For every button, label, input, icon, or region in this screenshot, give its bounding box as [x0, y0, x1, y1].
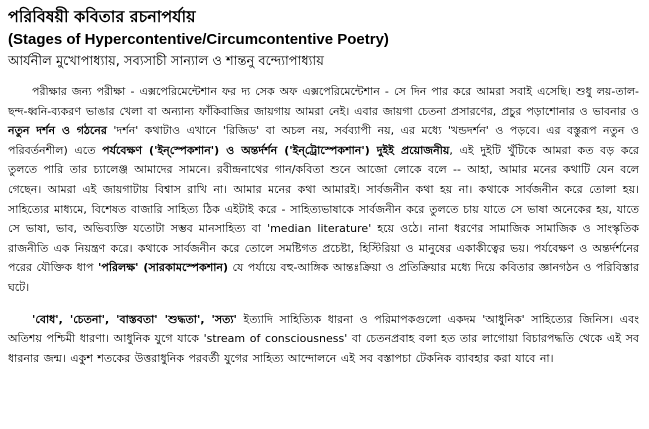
paragraph-2 — [8, 310, 639, 369]
p1-text-1: পরীক্ষার জন্য পরীক্ষা - এক্সপেরিমেন্টেশান ফর দ্য সেক অফ এক্সপেরিমেন্টেশান - সে দিন পার করে আমরা সবাই এসেছি। শুধু লয়-তাল-ছন্দ-ধ্বনি-ব্যকরণ ভাঙার খেলা বা অন্যান্য ফাঁকিবাজির জায়গায় আমরা নেই। এবার জায়গা চেতনা প্রসারণের, প্রচুর পড়াশোনার ও ভাবনার ও — [8, 85, 639, 118]
author-line: আর্যনীল মুখোপাধ্যায়, সব্যসাচী সান্যাল ও শান্তনু বন্দ্যোপাধ্যায় — [8, 54, 324, 69]
p1-text-2: 'দর্শন' কথাটাও এখানে 'রিজিড' বা অচল নয়, সর্বব্যাপী নয়, এর মধ্যে 'খন্ডদর্শন' ও পড়বে। এর বস্তুরূপ নতুন ও পরিবর্তনশীল) এতে — [8, 124, 639, 157]
p1-bold-2: পর্যবেক্ষণ ('ইন্‌স্পেকশান') ও অন্তর্দর্শন ('ইন্‌ট্রোস্পেকশান') দুইই প্রয়োজনীয় — [102, 143, 450, 157]
p2-text-1: ইত্যাদি সাহিত্যিক ধারনা ও পরিমাপকগুলো একদম 'আধুনিক' সাহিত্যের জিনিস। এবং অতিশয় পশ্চিমী ধারণা। আধুনিক যুগে যাকে — [8, 312, 640, 346]
p2-text-2: বা চেতনপ্রবাহ বলা হত তার লাগোয়া বিচারপদ্ধতি থেকে এই সব ধারনার জন্ম। একুশ শতকের উত্তরাধুনিক পরবর্তী যুগের সাহিত্য আন্দোলনে এই সব বস্তাপচা টেকনিক ব্যাবহার করা যাবে না। — [8, 332, 639, 365]
p1-text-5: যে পর্যায়ে বহু-আঙ্গিক আন্তঃক্রিয়া ও প্রতিক্রিয়ার মধ্যে দিয়ে কবিতার জ্ঞানগঠন ও পরিবিস্তার ঘটে। — [8, 261, 639, 294]
p1-latin-1: 'median literature' — [267, 222, 372, 236]
p1-text-4: হয়ে ওঠে। নানা ধরণের সামাজিক সামাজিক ও সাংস্কৃতিক রাজনীতি এক নিয়ন্ত্রণ করে। কথাকে সার্বজনীন করে তোলে সমষ্টিগত প্রচেষ্টা, হিস্টিরিয়া ও মানুষের একাকীত্বের ভয়। পর্যবেক্ষণ ও অন্তর্দর্শনের পরের যৌক্তিক ধাপ — [8, 222, 639, 275]
paragraph-1 — [8, 82, 639, 298]
p1-bold-1: নতুন দর্শন ও গঠনের — [8, 124, 107, 138]
page-title: পরিবিষয়ী কবিতার রচনাপর্যায় — [8, 7, 196, 26]
p1-bold-3: 'পরিলক্ষ' (সারকামস্পেকশান) — [98, 261, 228, 275]
p1-text-3: , এই দুইটি খুঁটিকে আমরা কত বড় করে তুলতে পারি তার চ্যালেঞ্জ আমাদের সামনে। রবীন্দ্রনাথের গান/কবিতা শুনে আজো লোকে বলে -- আহা, আমার মনের কথাটি যেন বলে গেছেন। আমরা এই জায়গাটায় বিশ্বাস রাখি না। আমার মনের কথা আমারই। সার্বজনীন কথা হয় না। কথাকে সার্বজনীন করে তোলা হয়। সাহিত্যের মাধ্যমে, বিশেষত বাজারি সাহিত্য ঠিক এইটাই করে - সাহিত্যভাষাকে সার্বজনীন করে তুলতে চায় যাতে সে ভাষা অনেকের হয়, যাতে সে ভাষা, ভাব, অভিব্যক্তি যতোটা সম্ভব মানসাহিত্য বা — [8, 143, 639, 236]
page-subtitle: (Stages of Hypercontentive/Circumcontentive Poetry) — [8, 31, 389, 48]
p2-bold-1: 'বোধ', 'চেতনা', 'বাস্তবতা' 'শুদ্ধতা', 'সত্য' — [32, 312, 237, 326]
p2-latin-1: 'stream of consciousness' — [203, 332, 348, 346]
